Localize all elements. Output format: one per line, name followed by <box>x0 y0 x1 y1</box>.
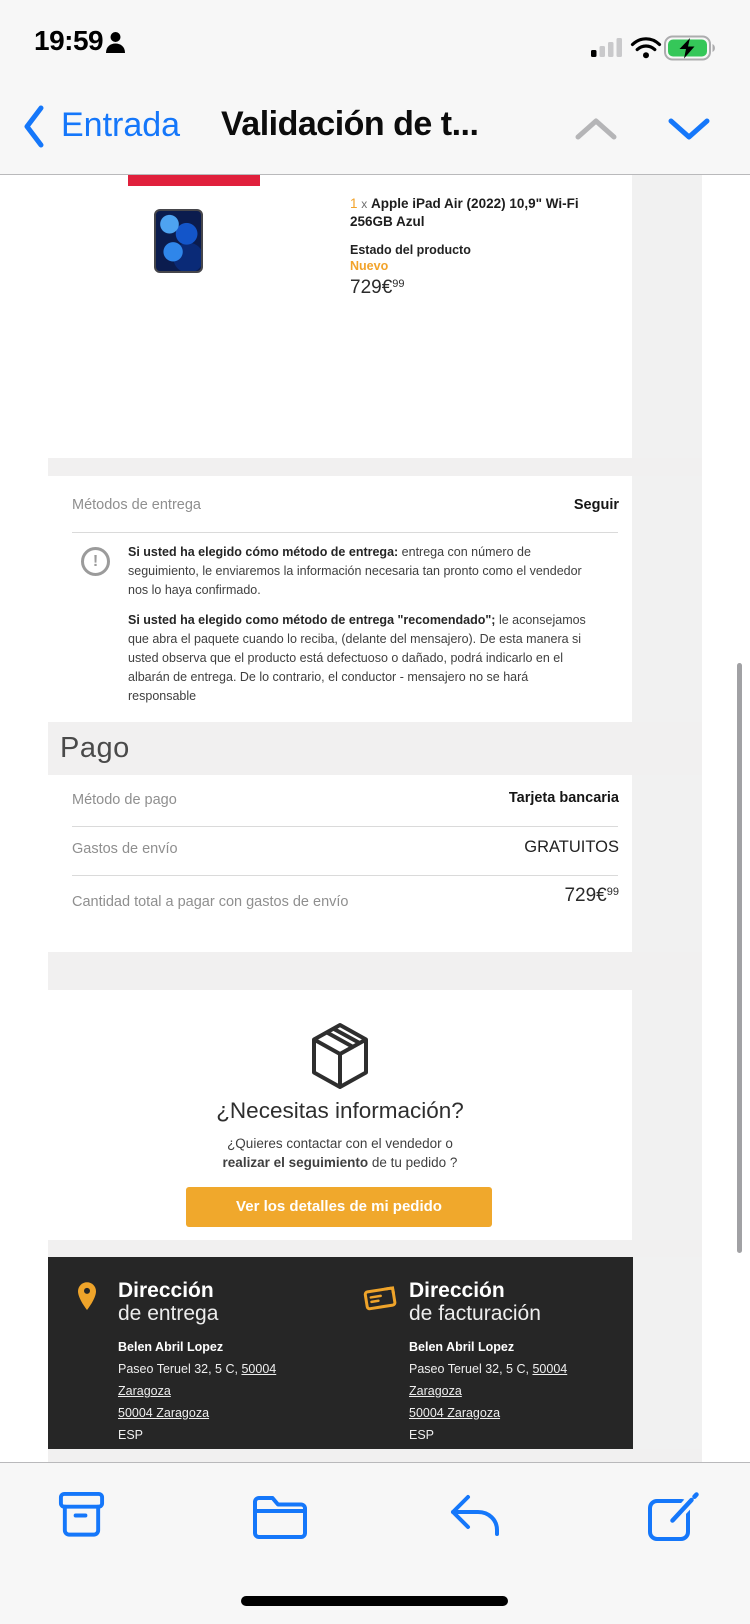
delivery-notice-1-lead: Si usted ha elegido cómo método de entrega: <box>128 545 399 559</box>
shipping-street-zip-link[interactable]: 50004 <box>241 1362 277 1376</box>
status-time: 19:59 <box>34 25 104 56</box>
shipping-cost-label: Gastos de envío <box>72 841 178 857</box>
divider <box>72 532 618 533</box>
delivery-notice-1-text: entrega con número de seguimiento, le enviaremos la información necesaria tan pronto como el vendedor nos lo haya confirmado. <box>128 545 582 597</box>
reply-button[interactable] <box>445 1491 505 1546</box>
archive-button[interactable] <box>54 1491 109 1546</box>
billing-address <box>409 1336 567 1446</box>
address-footer <box>48 1257 633 1449</box>
delivery-notice-2-lead: Si usted ha elegido como método de entrega "recomendado"; <box>128 613 496 627</box>
info-icon: ! <box>81 547 110 576</box>
mail-toolbar <box>0 1462 750 1624</box>
section-separator <box>48 952 702 990</box>
delivery-notice-2 <box>128 611 592 706</box>
back-button-inbox[interactable]: Entrada <box>61 106 181 144</box>
next-message-chevron-icon[interactable] <box>666 114 712 149</box>
shipping-street: Paseo Teruel 32, 5 C, <box>118 1362 238 1376</box>
delivery-notice-2-text: le aconsejamos que abra el paquete cuando lo reciba, (delante del mensajero). De esta manera si usted observa que el producto está defectuoso o dañado, podrá indicarlo en el albarán de entrega. De lo contrario, el conductor - mensajero no se hará responsable <box>128 613 586 703</box>
help-subtitle-line2 <box>48 1155 632 1170</box>
payment-section-band <box>48 722 702 775</box>
package-box-icon <box>311 1022 369 1095</box>
shipping-address-subtitle: de entrega <box>118 1302 219 1325</box>
shipping-country: ESP <box>118 1428 144 1442</box>
back-chevron-icon[interactable] <box>22 104 45 154</box>
billing-zipcity-link[interactable]: 50004 Zaragoza <box>409 1406 501 1420</box>
product-price <box>350 277 405 299</box>
cellular-signal-icon <box>591 37 624 63</box>
product-title <box>350 195 612 230</box>
delivery-methods-label: Métodos de entrega <box>72 497 201 513</box>
delivery-notice-1 <box>128 543 592 600</box>
home-indicator[interactable] <box>241 1596 508 1606</box>
location-pin-icon <box>78 1281 96 1317</box>
shipping-city-link[interactable]: Zaragoza <box>118 1384 171 1398</box>
email-body <box>0 175 750 1462</box>
total-amount-value <box>320 885 619 907</box>
product-name: Apple iPad Air (2022) 10,9" Wi-Fi 256GB Azul <box>350 196 579 229</box>
product-price-cents: 99 <box>392 278 405 290</box>
help-subtitle-bold: realizar el seguimiento <box>222 1155 369 1170</box>
product-quantity: 1 <box>350 196 358 211</box>
compose-button[interactable] <box>645 1488 699 1549</box>
view-order-details-button[interactable]: Ver los detalles de mi pedido <box>186 1187 492 1227</box>
shipping-address-title: Dirección <box>118 1279 214 1302</box>
shipping-name: Belen Abril Lopez <box>118 1340 224 1354</box>
product-condition-label: Estado del producto <box>350 243 471 257</box>
section-separator <box>48 1449 702 1462</box>
help-title: ¿Necesitas información? <box>216 1098 464 1123</box>
payment-method-value: Tarjeta bancaria <box>508 790 619 806</box>
battery-charging-icon <box>664 35 717 66</box>
total-amount-label: Cantidad total a pagar con gastos de envío <box>72 894 349 910</box>
payment-heading: Pago <box>60 732 130 764</box>
previous-message-chevron-icon[interactable] <box>573 114 619 149</box>
section-separator <box>48 1240 702 1257</box>
billing-street: Paseo Teruel 32, 5 C, <box>409 1362 529 1376</box>
shipping-zipcity-link[interactable]: 50004 Zaragoza <box>118 1406 210 1420</box>
shipping-address <box>118 1336 276 1446</box>
billing-address-title: Dirección <box>409 1279 505 1302</box>
total-price-main: 729€ <box>564 885 607 906</box>
billing-street-zip-link[interactable]: 50004 <box>532 1362 568 1376</box>
folder-move-button[interactable] <box>251 1494 309 1545</box>
product-condition-value: Nuevo <box>350 259 389 273</box>
brand-logo-partial <box>128 175 260 186</box>
email-right-gutter <box>632 175 702 1462</box>
status-and-nav-bar <box>0 0 750 175</box>
product-image-ipad <box>154 209 203 273</box>
section-separator <box>48 458 702 476</box>
product-price-main: 729€ <box>350 277 393 298</box>
person-icon <box>104 31 127 59</box>
billing-country: ESP <box>409 1428 435 1442</box>
payment-method-label: Método de pago <box>72 792 177 808</box>
shipping-cost-value: GRATUITOS <box>524 838 619 856</box>
divider <box>72 826 618 827</box>
message-title: Validación de t... <box>221 105 479 143</box>
billing-name: Belen Abril Lopez <box>409 1340 515 1354</box>
invoice-envelope-icon <box>362 1284 398 1317</box>
divider <box>72 875 618 876</box>
total-price-cents: 99 <box>606 886 619 898</box>
product-multiplier: x <box>361 197 368 211</box>
track-order-link[interactable]: Seguir <box>573 497 619 513</box>
help-subtitle-rest: de tu pedido ? <box>368 1155 458 1170</box>
billing-city-link[interactable]: Zaragoza <box>409 1384 462 1398</box>
billing-address-subtitle: de facturación <box>409 1302 541 1325</box>
scrollbar-thumb[interactable] <box>737 663 742 1253</box>
wifi-icon <box>630 36 662 65</box>
help-subtitle-line1: ¿Quieres contactar con el vendedor o <box>227 1136 453 1151</box>
